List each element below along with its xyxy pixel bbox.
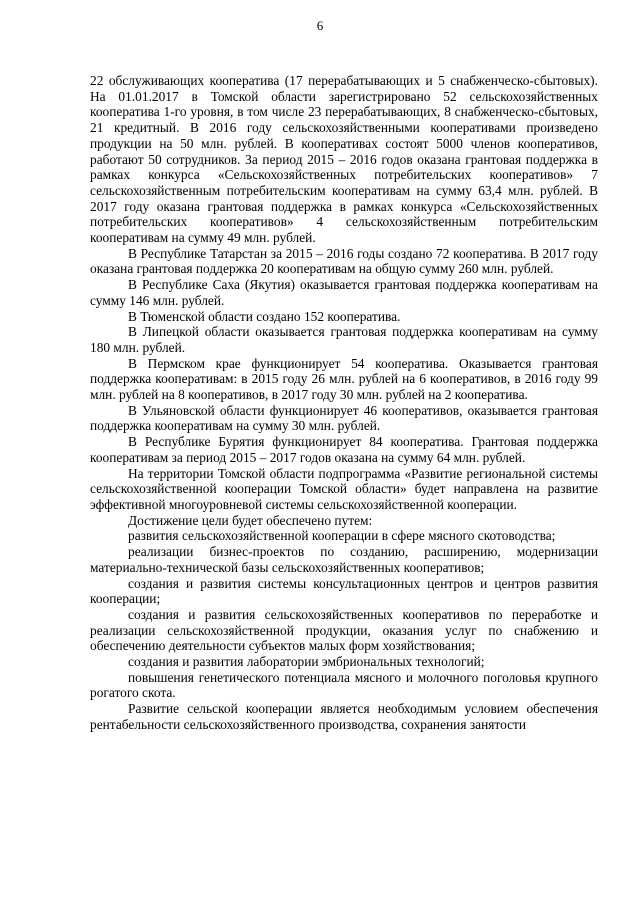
paragraph-ulyanovsk: В Ульяновской области функционирует 46 кооперативов, оказывается грантовая поддержка кооперативам на сумму 30 млн. рублей. <box>90 402 598 434</box>
list-item-embryo-lab: создания и развития лаборатории эмбриональных технологий; <box>128 654 485 670</box>
paragraph-lipetsk: В Липецкой области оказывается грантовая поддержка кооперативам на сумму 180 млн. рублей. <box>90 324 598 355</box>
paragraph-sakha: В Республике Саха (Якутия) оказывается грантовая поддержка кооперативам на сумму 146 млн. рублей. <box>90 277 598 308</box>
list-item-meat-cattle: развития сельскохозяйственной кооперации в сфере мясного скотоводства; <box>128 528 556 544</box>
list-item-consulting-centers: создания и развития системы консультационных центров и центров развития кооперации; <box>90 575 598 607</box>
paragraph-tatarstan: В Республике Татарстан за 2015 – 2016 годы создано 72 кооператива. В 2017 году оказана грантовая поддержка 20 кооперативам на общую сумму 260 млн. рублей. <box>90 245 598 277</box>
paragraph-conclusion: Развитие сельской кооперации является необходимым условием обеспечения рентабельности сельскохозяйственного производства, сохранения занятости <box>90 701 598 732</box>
paragraph-perm: В Пермском крае функционирует 54 кооператива. Оказывается грантовая поддержка кооперативам: в 2015 году 26 млн. рублей на 6 кооперативов, в 2016 году 99 млн. рублей на 8 кооперативов, в 2017 году 30 млн. рублей на 2 кооператива. <box>90 355 598 403</box>
list-item-business-projects: реализации бизнес-проектов по созданию, расширению, модернизации материально-технической базы сельскохозяйственных кооперативов; <box>90 544 598 575</box>
list-item-genetic-potential: повышения генетического потенциала мясного и молочного поголовья крупного рогатого скота. <box>90 669 598 701</box>
paragraph-tyumen: В Тюменской области создано 152 кооператива. <box>128 308 401 324</box>
paragraph-goal-intro: Достижение цели будет обеспечено путем: <box>128 512 373 528</box>
list-item-processing-cooperatives: создания и развития сельскохозяйственных кооперативов по переработке и реализации сельскохозяйственной продукции, оказания услуг по снабжению и обеспечению деятельности субъектов малых форм хозяйствования; <box>90 606 598 654</box>
body-text <box>90 73 598 733</box>
paragraph-tomsk-intro: 22 обслуживающих кооператива (17 перерабатывающих и 5 снабженческо-сбытовых). На 01.01.2017 в Томской области зарегистрировано 52 сельскохозяйственных кооператива 1-го уровня, в том числе 23 перерабатывающих, 8 снабженческо-сбытовых, 21 кредитный. В 2016 году сельскохозяйственными кооперативами произведено продукции на 50 млн. рублей. В кооперативах состоят 5000 членов кооперативов, работают 50 сотрудников. За период 2015 – 2016 годов оказана грантовая поддержка в рамках конкурса «Сельскохозяйственных потребительских кооперативов» 7 сельскохозяйственным потребительским кооперативам на сумму 63,4 млн. рублей. В 2017 году оказана грантовая поддержка в рамках конкурса «Сельскохозяйственных потребительских кооперативов» 4 сельскохозяйственным потребительским кооперативам на сумму 49 млн. рублей. <box>90 73 598 246</box>
page-number: 6 <box>316 18 324 33</box>
paragraph-buryatia: В Республике Бурятия функционирует 84 кооператива. Грантовая поддержка кооперативам за период 2015 – 2017 годов оказана на сумму 64 млн. рублей. <box>90 434 598 465</box>
paragraph-subprogram: На территории Томской области подпрограмма «Развитие региональной системы сельскохозяйственной кооперации Томской области» будет направлена на развитие эффективной многоуровневой системы сельскохозяйственной кооперации. <box>90 465 598 512</box>
